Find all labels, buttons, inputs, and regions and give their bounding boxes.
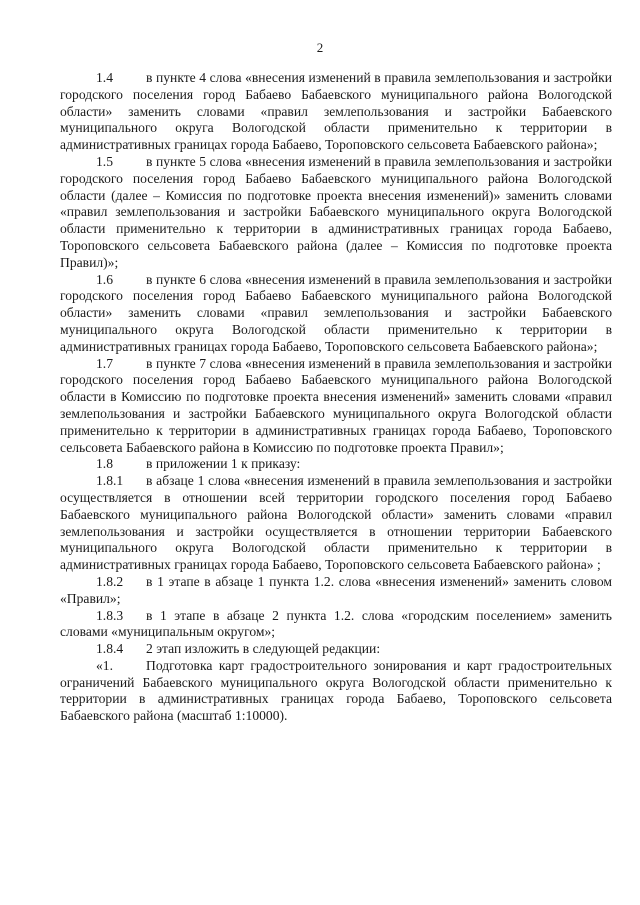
paragraph-text: в пункте 5 слова «внесения изменений в правила землепользования и застройки городского поселения город Бабаево Бабаевского муниципального района Вологодской области (далее – Комиссия по подготовке проекта внесения изменений)» заменить словами «правил землепользования и застройки Бабаевского муниципального округа Вологодской области применительно к территории в административных границах города Бабаево, Тороповского сельсовета Бабаевского района (далее – Комиссия по подготовке проекта Правил)»; <box>60 153 612 270</box>
paragraph-number: 1.5 <box>96 153 113 169</box>
paragraph-text: в 1 этапе в абзаце 2 пункта 1.2. слова «городским поселением» заменить словами «муниципальным округом»; <box>60 607 612 640</box>
page-number: 2 <box>316 40 324 55</box>
paragraph-number: 1.7 <box>96 355 113 371</box>
paragraph-text: 2 этап изложить в следующей редакции: <box>146 641 381 657</box>
paragraph-1-8-2 <box>60 574 612 608</box>
paragraph-number: 1.8.3 <box>96 607 124 623</box>
paragraph-number: 1.8.4 <box>96 641 124 657</box>
paragraph-text: в 1 этапе в абзаце 1 пункта 1.2. слова «внесения изменений» заменить словом «Правил»; <box>60 573 612 606</box>
paragraph-1-8-1 <box>60 473 612 574</box>
paragraph-1-7 <box>60 356 612 457</box>
paragraph-1-8 <box>60 456 612 473</box>
document-body <box>60 70 612 725</box>
paragraph-text: в пункте 6 слова «внесения изменений в правила землепользования и застройки городского поселения город Бабаево Бабаевского муниципального района Вологодской области» заменить словами «правил землепользования и застройки Бабаевского муниципального округа Вологодской области применительно к территории в административных границах города Бабаево, Тороповского сельсовета Бабаевского района»; <box>60 271 612 354</box>
paragraph-number: «1. <box>96 657 113 673</box>
paragraph-number: 1.8 <box>96 456 113 472</box>
paragraph-number: 1.6 <box>96 271 113 287</box>
paragraph-number: 1.8.2 <box>96 573 124 589</box>
paragraph-text: в приложении 1 к приказу: <box>146 456 301 472</box>
paragraph-number: 1.8.1 <box>96 473 124 489</box>
paragraph-1-4 <box>60 70 612 154</box>
paragraph-text: Подготовка карт градостроительного зонирования и карт градостроительных ограничений Бабаевского муниципального округа Вологодской области применительно к территории в административных границах города Бабаево, Тороповского сельсовета Бабаевского района (масштаб 1:10000). <box>60 657 612 724</box>
paragraph-text: в абзаце 1 слова «внесения изменений в правила землепользования и застройки осуществляется в отношении всей территории городского поселения город Бабаево Бабаевского муниципального района Вологодской области» заменить словами «правил землепользования и застройки осуществляется в отношении территории Бабаевского муниципального округа Вологодской области применительно к территории в административных границах города Бабаево, Тороповского сельсовета Бабаевского района» ; <box>60 473 612 573</box>
paragraph-1-6 <box>60 272 612 356</box>
paragraph-text: в пункте 7 слова «внесения изменений в правила землепользования и застройки городского поселения город Бабаево Бабаевского муниципального района Вологодской области в Комиссию по подготовке проекта внесения изменений» заменить словами «правил землепользования и застройки Бабаевского муниципального округа Вологодской области применительно к территории в административных границах города Бабаево, Тороповского сельсовета Бабаевского района в Комиссию по подготовке проекта Правил»; <box>60 355 612 455</box>
paragraph-1-8-4 <box>60 641 612 658</box>
paragraph-quoted-1 <box>60 658 612 725</box>
paragraph-1-5 <box>60 154 612 272</box>
paragraph-number: 1.4 <box>96 70 113 85</box>
paragraph-1-8-3 <box>60 608 612 642</box>
paragraph-text: в пункте 4 слова «внесения изменений в правила землепользования и застройки городского поселения город Бабаево Бабаевского муниципального района Вологодской области» заменить словами «правил землепользования и застройки Бабаевского муниципального округа Вологодской области применительно к территории в административных границах города Бабаево, Тороповского сельсовета Бабаевского района»; <box>60 70 612 153</box>
